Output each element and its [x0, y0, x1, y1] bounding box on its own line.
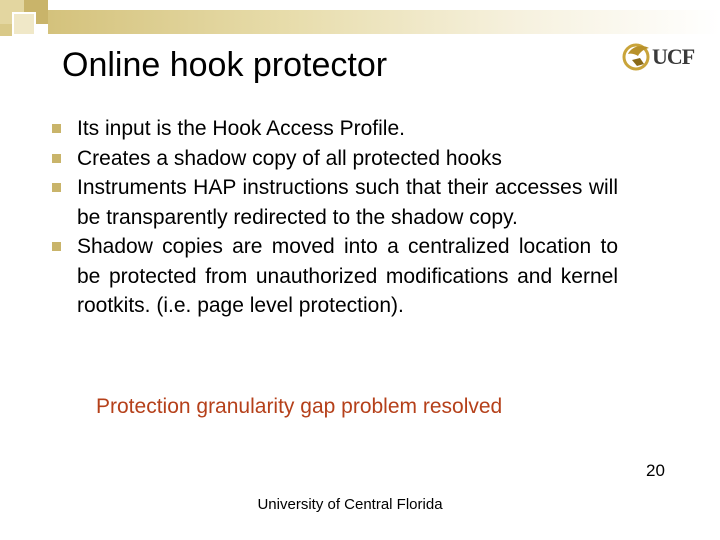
bullet-text: Instruments HAP instructions such that their accesses will be transparently redirected to the shadow copy.	[77, 176, 618, 229]
list-item	[52, 232, 618, 321]
header-gradient-band	[48, 10, 720, 34]
page-number: 20	[646, 461, 665, 480]
footer-text: University of Central Florida	[257, 496, 443, 513]
list-item	[52, 173, 618, 232]
bullet-text: Its input is the Hook Access Profile.	[77, 117, 405, 140]
highlight-text: Protection granularity gap problem resolved	[96, 395, 503, 418]
ucf-logo	[622, 40, 698, 74]
list-item	[52, 114, 618, 144]
slide-title: Online hook protector	[62, 46, 388, 84]
square-bullet-icon	[52, 154, 61, 163]
logo-text: UCF	[652, 44, 695, 69]
square-bullet-icon	[52, 183, 61, 192]
list-item	[52, 144, 618, 174]
bullet-text: Creates a shadow copy of all protected hooks	[77, 146, 502, 170]
square-bullet-icon	[52, 242, 61, 251]
bullet-text: Shadow copies are moved into a centralized location to be protected from unauthorized modifications and kernel rootkits. (i.e. page level protection).	[77, 235, 618, 317]
square-bullet-icon	[52, 124, 61, 133]
ucf-pegasus-icon	[622, 40, 652, 72]
corner-square-decoration	[12, 12, 36, 36]
bullet-list	[52, 114, 618, 321]
corner-square-decoration	[0, 24, 12, 36]
